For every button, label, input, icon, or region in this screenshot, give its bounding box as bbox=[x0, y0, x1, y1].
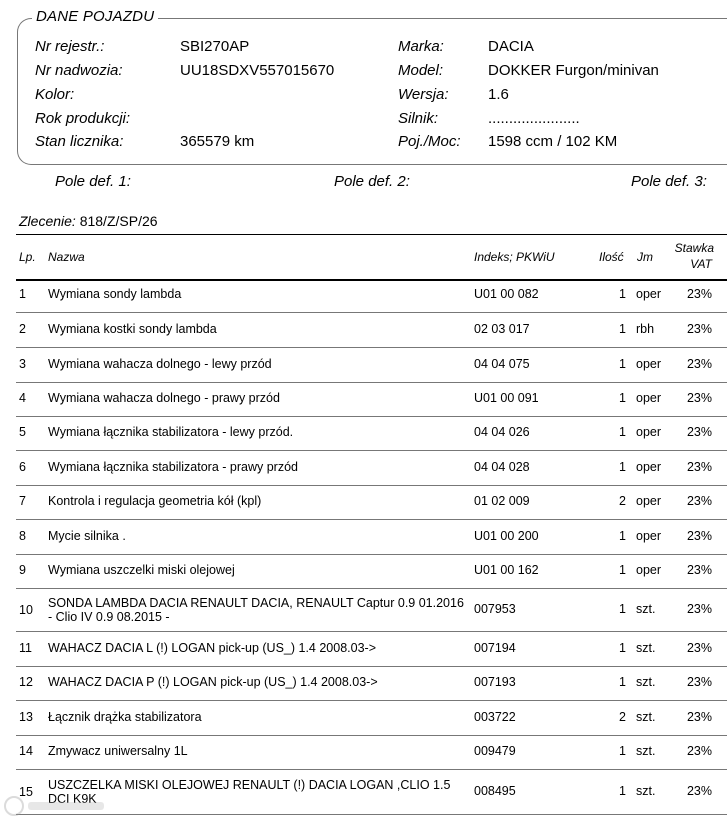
row-unit: oper bbox=[636, 425, 662, 439]
value-make: DACIA bbox=[488, 38, 534, 55]
row-name: Łącznik drążka stabilizatora bbox=[48, 709, 202, 724]
row-qty: 1 bbox=[619, 356, 626, 371]
row-number: 8 bbox=[19, 528, 26, 543]
row-number: 6 bbox=[19, 459, 26, 474]
value-displacement-power: 1598 ccm / 102 KM bbox=[488, 133, 618, 150]
label-make: Marka: bbox=[398, 38, 444, 55]
row-name: Wymiana sondy lambda bbox=[48, 287, 182, 301]
table-row bbox=[16, 382, 727, 417]
value-engine: ...................... bbox=[488, 110, 580, 127]
header-unit: Jm bbox=[637, 250, 653, 264]
watermark-logo bbox=[0, 790, 110, 823]
row-qty: 2 bbox=[619, 494, 626, 508]
order-number bbox=[19, 213, 158, 229]
row-index: 003722 bbox=[474, 709, 516, 724]
row-unit: oper bbox=[636, 563, 662, 577]
row-qty: 1 bbox=[619, 287, 626, 301]
row-qty: 1 bbox=[619, 783, 626, 798]
row-name: SONDA LAMBDA DACIA RENAULT DACIA, RENAULT Captur 0.9 01.2016 - Clio IV 0.9 08.2015 - bbox=[48, 595, 464, 624]
order-value: 818/Z/SP/26 bbox=[79, 213, 158, 229]
row-qty: 1 bbox=[619, 675, 626, 689]
row-name: Wymiana wahacza dolnego - prawy przód bbox=[48, 391, 280, 405]
row-number: 14 bbox=[19, 744, 33, 758]
row-vat: 23% bbox=[686, 601, 712, 616]
table-row bbox=[16, 450, 727, 486]
row-unit: szt. bbox=[636, 640, 656, 655]
table-row bbox=[16, 519, 727, 555]
row-vat: 23% bbox=[686, 356, 712, 371]
row-number: 12 bbox=[19, 675, 33, 689]
row-name: Zmywacz uniwersalny 1L bbox=[48, 744, 188, 758]
row-vat: 23% bbox=[686, 744, 712, 758]
row-vat: 23% bbox=[686, 563, 712, 577]
row-unit: oper bbox=[636, 391, 662, 405]
row-vat: 23% bbox=[686, 287, 712, 301]
row-index: U01 00 200 bbox=[474, 528, 539, 543]
row-number: 9 bbox=[19, 563, 26, 577]
row-number: 2 bbox=[19, 322, 26, 336]
row-unit: szt. bbox=[636, 709, 656, 724]
table-row bbox=[16, 347, 727, 383]
row-qty: 2 bbox=[619, 709, 626, 724]
row-unit: oper bbox=[636, 459, 662, 474]
row-qty: 1 bbox=[619, 528, 626, 543]
row-qty: 1 bbox=[619, 391, 626, 405]
row-number: 15 bbox=[19, 784, 33, 799]
table-row bbox=[16, 735, 727, 770]
row-vat: 23% bbox=[686, 783, 712, 798]
table-row bbox=[16, 278, 727, 313]
row-name: Wymiana łącznika stabilizatora - lewy przód. bbox=[48, 425, 294, 439]
row-name: Wymiana kostki sondy lambda bbox=[48, 322, 217, 336]
row-vat: 23% bbox=[686, 709, 712, 724]
row-number: 7 bbox=[19, 494, 26, 508]
vehicle-data-box bbox=[17, 18, 727, 165]
row-name: Mycie silnika . bbox=[48, 528, 126, 543]
row-vat: 23% bbox=[686, 494, 712, 508]
row-name: WAHACZ DACIA P (!) LOGAN pick-up (US_) 1.4 2008.03-> bbox=[48, 675, 378, 689]
label-version: Wersja: bbox=[398, 86, 449, 103]
table-row bbox=[16, 588, 727, 632]
header-qty: Ilość bbox=[599, 250, 624, 264]
row-number: 1 bbox=[19, 287, 26, 301]
pole-def-3: Pole def. 3: bbox=[631, 173, 707, 190]
order-label: Zlecenie: bbox=[19, 213, 76, 229]
row-index: 008495 bbox=[474, 783, 516, 798]
table-row bbox=[16, 631, 727, 667]
row-index: 007193 bbox=[474, 675, 516, 689]
table-row bbox=[16, 416, 727, 451]
row-index: U01 00 162 bbox=[474, 563, 539, 577]
table-row bbox=[16, 554, 727, 589]
row-unit: oper bbox=[636, 494, 662, 508]
row-qty: 1 bbox=[619, 744, 626, 758]
row-number: 3 bbox=[19, 356, 26, 371]
row-vat: 23% bbox=[686, 391, 712, 405]
row-vat: 23% bbox=[686, 459, 712, 474]
row-name: USZCZELKA MISKI OLEJOWEJ RENAULT (!) DACIA LOGAN ,CLIO 1.5 DCI K9K bbox=[48, 777, 451, 806]
row-qty: 1 bbox=[619, 459, 626, 474]
row-name: Wymiana łącznika stabilizatora - prawy przód bbox=[48, 459, 298, 474]
value-reg-number: SBI270AP bbox=[180, 38, 250, 55]
row-qty: 1 bbox=[619, 563, 626, 577]
row-name: WAHACZ DACIA L (!) LOGAN pick-up (US_) 1.4 2008.03-> bbox=[48, 640, 377, 655]
row-index: 04 04 028 bbox=[474, 459, 530, 474]
label-reg-number: Nr rejestr.: bbox=[35, 38, 105, 55]
row-qty: 1 bbox=[619, 425, 626, 439]
row-qty: 1 bbox=[619, 601, 626, 616]
row-number: 10 bbox=[19, 602, 33, 617]
row-index: 01 02 009 bbox=[474, 494, 530, 508]
label-production-year: Rok produkcji: bbox=[35, 110, 131, 127]
row-unit: szt. bbox=[636, 783, 656, 798]
row-number: 5 bbox=[19, 425, 26, 439]
row-qty: 1 bbox=[619, 640, 626, 655]
row-index: 007953 bbox=[474, 601, 516, 616]
row-vat: 23% bbox=[686, 675, 712, 689]
row-number: 13 bbox=[19, 709, 33, 724]
pole-def-1: Pole def. 1: bbox=[55, 173, 131, 190]
row-unit: oper bbox=[636, 287, 662, 301]
row-vat: 23% bbox=[686, 528, 712, 543]
row-unit: szt. bbox=[636, 601, 656, 616]
vehicle-section-title: DANE POJAZDU bbox=[32, 8, 158, 25]
header-vat-line2: VAT bbox=[690, 257, 712, 271]
pole-def-2: Pole def. 2: bbox=[334, 173, 410, 190]
header-vat-line1: Stawka bbox=[674, 241, 714, 255]
row-vat: 23% bbox=[686, 322, 712, 336]
table-row bbox=[16, 769, 727, 815]
label-color: Kolor: bbox=[35, 86, 75, 103]
label-model: Model: bbox=[398, 62, 444, 79]
table-row bbox=[16, 313, 727, 348]
table-row bbox=[16, 485, 727, 520]
row-unit: szt. bbox=[636, 744, 656, 758]
value-vin: UU18SDXV557015670 bbox=[180, 62, 335, 79]
row-unit: oper bbox=[636, 356, 662, 371]
row-unit: szt. bbox=[636, 675, 656, 689]
value-model: DOKKER Furgon/minivan bbox=[488, 62, 659, 79]
row-unit: rbh bbox=[636, 322, 655, 336]
row-qty: 1 bbox=[619, 322, 626, 336]
value-odometer: 365579 km bbox=[180, 133, 255, 150]
label-vin: Nr nadwozia: bbox=[35, 62, 123, 79]
row-number: 11 bbox=[19, 640, 32, 655]
table-row bbox=[16, 666, 727, 701]
value-version: 1.6 bbox=[488, 86, 509, 103]
row-index: 02 03 017 bbox=[474, 322, 530, 336]
row-index: U01 00 082 bbox=[474, 287, 539, 301]
label-displacement-power: Poj./Moc: bbox=[398, 133, 461, 150]
label-engine: Silnik: bbox=[398, 110, 439, 127]
table-row bbox=[16, 700, 727, 736]
row-index: 009479 bbox=[474, 744, 516, 758]
row-vat: 23% bbox=[686, 425, 712, 439]
row-index: U01 00 091 bbox=[474, 391, 539, 405]
row-index: 04 04 026 bbox=[474, 425, 530, 439]
row-name: Wymiana uszczelki miski olejowej bbox=[48, 563, 235, 577]
row-index: 04 04 075 bbox=[474, 356, 530, 371]
header-name: Nazwa bbox=[48, 250, 85, 264]
header-index: Indeks; PKWiU bbox=[474, 250, 555, 264]
row-name: Kontrola i regulacja geometria kół (kpl) bbox=[48, 494, 262, 508]
label-odometer: Stan licznika: bbox=[35, 133, 124, 150]
row-name: Wymiana wahacza dolnego - lewy przód bbox=[48, 356, 272, 371]
header-lp: Lp. bbox=[19, 250, 36, 264]
table-header bbox=[16, 234, 727, 281]
row-index: 007194 bbox=[474, 640, 516, 655]
row-number: 4 bbox=[19, 391, 26, 405]
row-vat: 23% bbox=[686, 640, 712, 655]
row-unit: oper bbox=[636, 528, 662, 543]
